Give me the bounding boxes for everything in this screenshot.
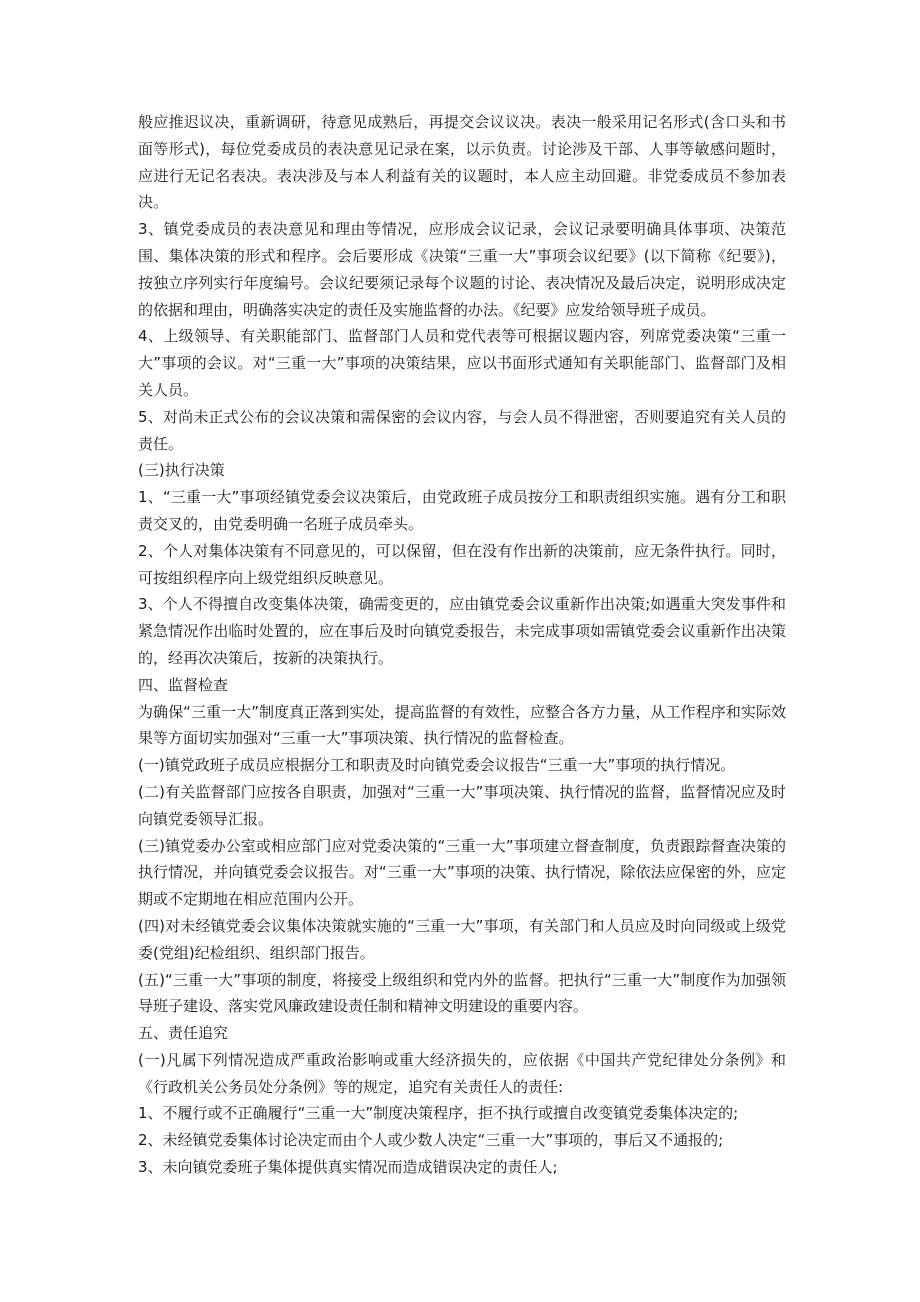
paragraph-supervision-1: (一)镇党政班子成员应根据分工和职责及时向镇党委会议报告“三重一大”事项的执行情况。: [138, 756, 736, 775]
paragraph-accountability-1: 1、不履行或不正确履行“三重一大”制度决策程序，拒不执行或擅自改变镇党委集体决定的;: [138, 1104, 739, 1123]
paragraph-supervision-intro: 为确保“三重一大”制度真正落到实处，提高监督的有效性，应整合各方力量，从工作程序和实际效果等方面切实加强对“三重一大”事项决策、执行情况的监督检查。: [138, 702, 786, 748]
paragraph-voting-method: 般应推迟议决，重新调研，待意见成熟后，再提交会议议决。表决一般采用记名形式(含口头和书面等形式)，每位党委成员的表决意见记录在案，以示负责。讨论涉及干部、人事等敏感问题时，应进行无记名表决。表决涉及与本人利益有关的议题时，本人应主动回避。非党委成员不参加表决。: [138, 113, 786, 212]
paragraph-execute-2: 2、个人对集体决策有不同意见的，可以保留，但在没有作出新的决策前，应无条件执行。同时，可按组织程序向上级党组织反映意见。: [138, 541, 786, 587]
paragraph-accountability-intro: (一)凡属下列情况造成严重政治影响或重大经济损失的，应依据《中国共产党纪律处分条例》和《行政机关公务员处分条例》等的规定，追究有关责任人的责任:: [138, 1050, 786, 1096]
section-heading-execute-decision: (三)执行决策: [138, 461, 225, 480]
paragraph-supervision-5: (五)“三重一大”事项的制度，将接受上级组织和党内外的监督。把执行“三重一大”制度作为加强领导班子建设、落实党风廉政建设责任制和精神文明建设的重要内容。: [138, 970, 786, 1016]
paragraph-supervision-3: (三)镇党委办公室或相应部门应对党委决策的“三重一大”事项建立督查制度，负责跟踪督查决策的执行情况，并向镇党委会议报告。对“三重一大”事项的决策、执行情况，除依法应保密的外，应定期或不定期地在相应范围内公开。: [138, 836, 786, 909]
paragraph-confidentiality: 5、对尚未正式公布的会议决策和需保密的会议内容，与会人员不得泄密，否则要追究有关人员的责任。: [138, 407, 786, 453]
paragraph-execute-1: 1、“三重一大”事项经镇党委会议决策后，由党政班子成员按分工和职责组织实施。遇有分工和职责交叉的，由党委明确一名班子成员牵头。: [138, 488, 786, 533]
paragraph-execute-3: 3、个人不得擅自改变集体决策，确需变更的，应由镇党委会议重新作出决策;如遇重大突发事件和紧急情况作出临时处置的，应在事后及时向镇党委报告，未完成事项如需镇党委会议重新作出决策的，经再次决策后，按新的决策执行。: [138, 595, 786, 667]
paragraph-accountability-3: 3、未向镇党委班子集体提供真实情况而造成错误决定的责任人;: [138, 1158, 558, 1177]
document-page: [138, 109, 786, 1181]
section-heading-supervision: 四、监督检查: [138, 675, 229, 694]
paragraph-attendees: 4、上级领导、有关职能部门、监督部门人员和党代表等可根据议题内容，列席党委决策“三重一大”事项的会议。对“三重一大”事项的决策结果，应以书面形式通知有关职能部门、监督部门及相关人员。: [138, 327, 786, 399]
paragraph-supervision-2: (二)有关监督部门应按各自职责，加强对“三重一大”事项决策、执行情况的监督，监督情况应及时向镇党委领导汇报。: [138, 782, 786, 828]
paragraph-meeting-record: 3、镇党委成员的表决意见和理由等情况，应形成会议记录，会议记录要明确具体事项、决策范围、集体决策的形式和程序。会后要形成《决策“三重一大”事项会议纪要》(以下简称《纪要》)，按独立序列实行年度编号。会议纪要须记录每个议题的讨论、表决情况及最后决定，说明形成决定的依据和理由，明确落实决定的责任及实施监督的办法。《纪要》应发给领导班子成员。: [138, 220, 786, 319]
section-heading-accountability: 五、责任追究: [138, 1024, 229, 1043]
paragraph-supervision-4: (四)对未经镇党委会议集体决策就实施的“三重一大”事项，有关部门和人员应及时向同级或上级党委(党组)纪检组织、组织部门报告。: [138, 916, 786, 962]
paragraph-accountability-2: 2、未经镇党委集体讨论决定而由个人或少数人决定“三重一大”事项的，事后又不通报的;: [138, 1131, 724, 1150]
